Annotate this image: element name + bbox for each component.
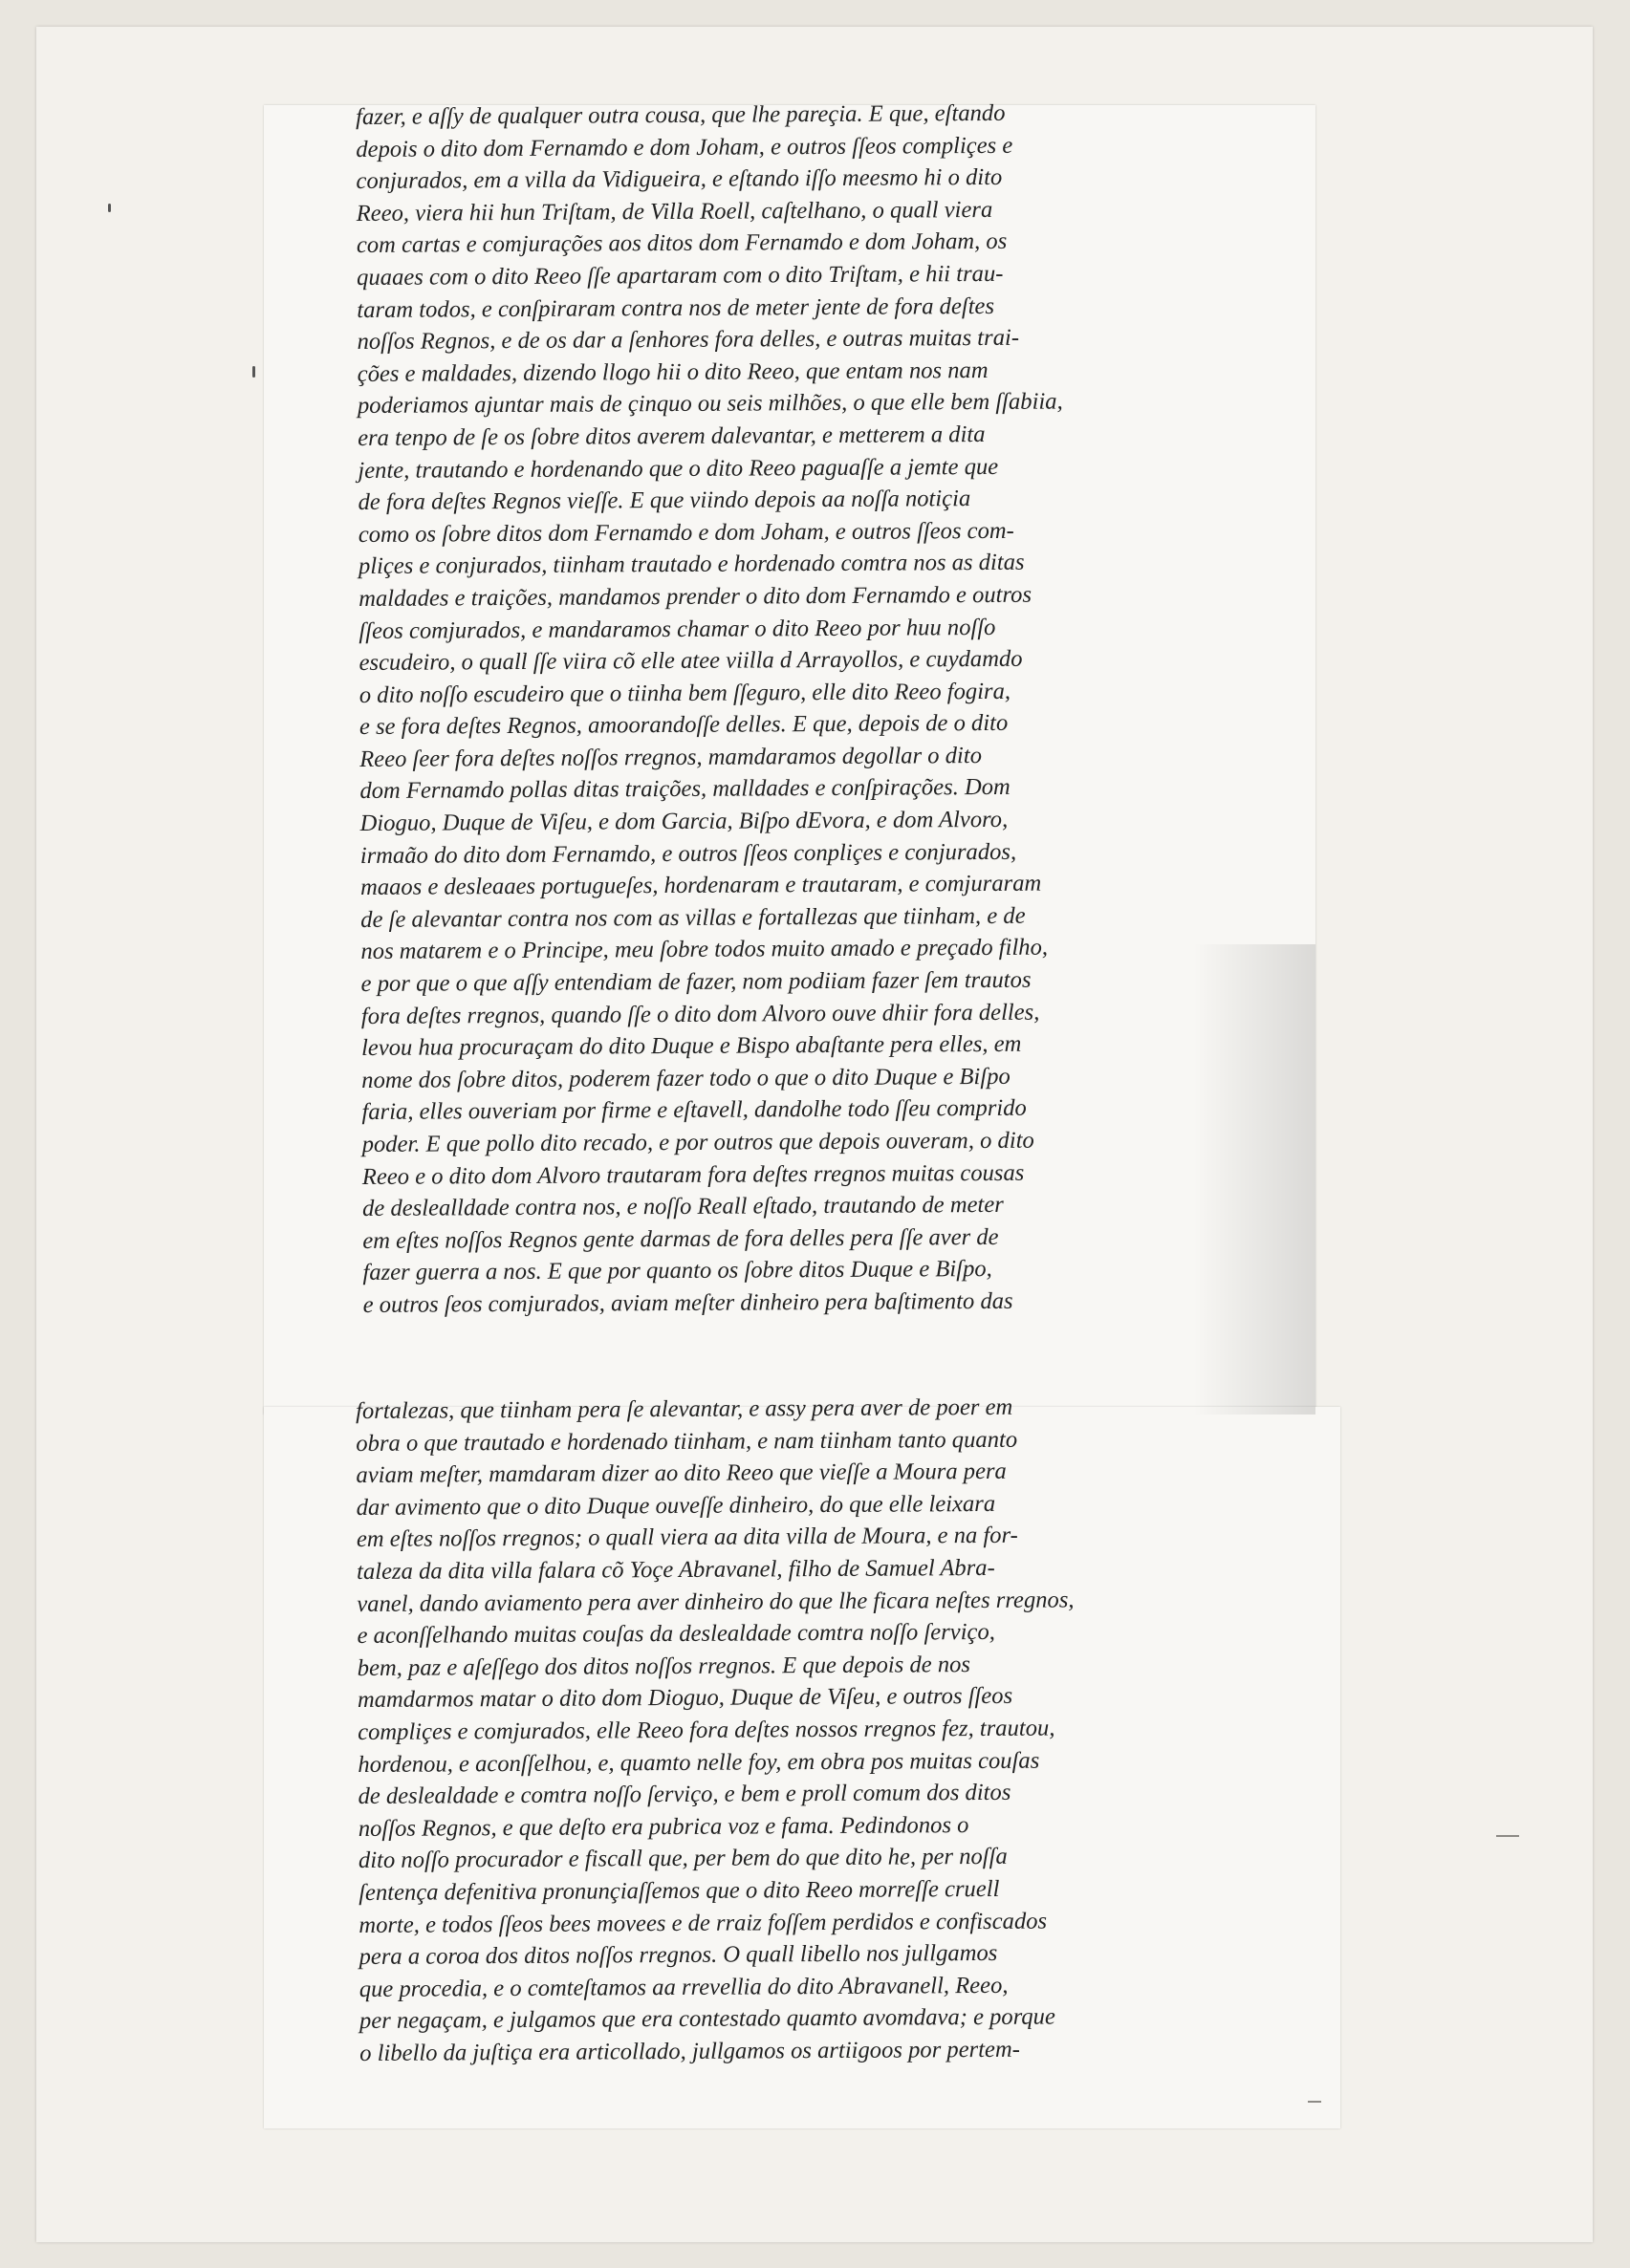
text-line: Reeo ſeer fora deſtes noſſos rregnos, mamdaramos degollar o dito: [359, 742, 983, 772]
document-text-block-bottom: [356, 1391, 1163, 2070]
text-line: taram todos, e conſpiraram contra nos de meter jente de fora deſtes: [357, 292, 995, 323]
text-line: fora deſtes rregnos, quando ſſe o dito dom Alvoro ouve dhiir fora delles,: [360, 999, 1040, 1029]
text-line: de fora deſtes Regnos vieſſe. E que viindo depois aa noſſa notiçia: [358, 486, 971, 516]
text-line: noſſos Regnos, e de os dar a ſenhores fora delles, e outras muitas trai-: [357, 324, 1020, 356]
text-line: vanel, dando aviamento pera aver dinheiro do que lhe ficara neſtes rregnos,: [357, 1586, 1075, 1617]
text-line: como os ſobre ditos dom Fernamdo e dom Joham, e outros ſſeos com-: [358, 517, 1014, 548]
paper-speck: [252, 366, 255, 378]
text-line: e outros ſeos comjurados, aviam meſter dinheiro pera baſtimento das: [362, 1287, 1013, 1318]
text-line: nome dos ſobre ditos, poderem fazer todo o que o dito Duque e Biſpo: [361, 1063, 1011, 1093]
text-line: obra o que trautado e hordenado tiinham, e nam tiinham tanto quanto: [356, 1426, 1018, 1457]
text-line: o dito noſſo escudeiro que o tiinha bem ſſeguro, elle dito Reeo fogira,: [359, 678, 1011, 708]
text-line: fortalezas, que tiinham pera ſe alevantar, e assy pera aver de poer em: [356, 1393, 1013, 1424]
text-line: em eſtes noſſos rregnos; o quall viera aa dita villa de Moura, e na for-: [356, 1523, 1018, 1553]
text-line: pera a coroa dos ditos noſſos rregnos. O quall libello nos jullgamos: [359, 1940, 998, 1971]
text-line: o libello da juſtiça era articollado, jullgamos os artiigoos por pertem-: [359, 2036, 1020, 2066]
text-line: faria, elles ouveriam por firme e eſtavell, dandolhe todo ſſeu comprido: [361, 1095, 1027, 1126]
text-line: Reeo, viera hii hun Triſtam, de Villa Roell, caſtelhano, o quall viera: [356, 196, 993, 227]
text-line: maaos e desleaaes portugueſes, hordenaram e trautaram, e comjuraram: [359, 870, 1042, 901]
text-line: levou hua procuraçam do dito Duque e Bispo abaſtante pera elles, em: [360, 1030, 1022, 1062]
text-line: irmaão do dito dom Fernamdo, e outros ſſeos conpliçes e conjurados,: [359, 838, 1017, 869]
text-line: que procedia, e o comteſtamos aa rrevellia do dito Abravanell, Reeo,: [359, 1972, 1009, 2002]
text-line: e se fora deſtes Regnos, amoorandoſſe delles. E que, depois de o dito: [359, 710, 1009, 741]
text-line: aviam meſter, mamdaram dizer ao dito Reeo que vieſſe a Moura pera: [356, 1458, 1007, 1489]
text-line: fazer guerra a nos. E que por quanto os ſobre ditos Duque e Biſpo,: [362, 1256, 992, 1286]
text-line: compliçes e comjurados, elle Reeo fora deſtes nossos rregnos fez, trautou,: [358, 1715, 1055, 1745]
text-line: ções e maldades, dizendo llogo hii o dito Reeo, que entam nos nam: [357, 356, 989, 387]
text-line: mamdarmos matar o dito dom Dioguo, Duque de Viſeu, e outros ſſeos: [357, 1683, 1013, 1714]
text-line: fazer, e aſſy de qualquer outra cousa, que lhe pareçia. E que, eſtando: [356, 99, 1006, 130]
text-line: ſentença defenitiva pronunçiaſſemos que o dito Reeo morreſſe cruell: [359, 1875, 1000, 1906]
text-line: poderiamos ajuntar mais de çinquo ou seis milhões, o que elle bem ſſabiia,: [357, 388, 1063, 420]
text-line: pliçes e conjurados, tiinham trautado e hordenado comtra nos as ditas: [358, 550, 1025, 580]
paper-speck: [108, 204, 111, 212]
text-line: hordenou, e aconſſelhou, e, quamto nelle foy, em obra pos muitas couſas: [358, 1747, 1040, 1778]
text-line: taleza da dita villa falara cõ Yoçe Abravanel, filho de Samuel Abra-: [357, 1554, 995, 1585]
document-text-block-top: [356, 97, 1166, 1322]
text-line: de deslealldade contra nos, e noſſo Reall eſtado, trautando de meter: [361, 1192, 1004, 1222]
text-line: Dioguo, Duque de Viſeu, e dom Garcia, Biſpo dEvora, e dom Alvoro,: [359, 806, 1009, 837]
text-line: e por que o que aſſy entendiam de fazer, nom podiiam fazer ſem trautos: [360, 966, 1032, 998]
text-line: per negaçam, e julgamos que era contestado quamto avomdava; e porque: [359, 2003, 1055, 2035]
paper-mark: [1308, 2101, 1321, 2103]
text-line: quaaes com o dito Reeo ſſe apartaram com o dito Triſtam, e hii trau-: [357, 260, 1004, 291]
text-line: dom Fernamdo pollas ditas traições, malldades e conſpirações. Dom: [359, 774, 1011, 805]
text-line: nos matarem e o Principe, meu ſobre todos muito amado e preçado filho,: [360, 935, 1049, 965]
text-line: depois o dito dom Fernamdo e dom Joham, e outros ſſeos compliçes e: [356, 132, 1013, 162]
text-line: de ſe alevantar contra nos com as villas e fortallezas que tiinham, e de: [360, 902, 1026, 933]
text-line: Reeo e o dito dom Alvoro trautaram fora deſtes rregnos muitas cousas: [361, 1159, 1025, 1190]
text-line: maldades e traições, mandamos prender o dito dom Fernamdo e outros: [359, 581, 1032, 612]
text-line: conjurados, em a villa da Vidigueira, e eſtando iſſo meesmo hi o dito: [356, 164, 1003, 195]
text-line: morte, e todos ſſeos bees movees e de rraiz foſſem perdidos e confiscados: [359, 1908, 1048, 1938]
text-line: era tenpo de ſe os ſobre ditos averem dalevantar, e metterem a dita: [358, 421, 986, 451]
text-line: com cartas e comjurações aos ditos dom Fernamdo e dom Joham, os: [356, 228, 1008, 259]
text-line: em eſtes noſſos Regnos gente darmas de fora delles pera ſſe aver de: [362, 1223, 999, 1254]
text-line: poder. E que pollo dito recado, e por outros que depois ouveram, o dito: [361, 1127, 1034, 1157]
paper-mark: [1496, 1835, 1519, 1837]
text-line: dito noſſo procurador e fiscall que, per bem do que dito he, per noſſa: [358, 1844, 1008, 1874]
text-line: de deslealdade e comtra noſſo ſerviço, e bem e proll comum dos ditos: [358, 1779, 1011, 1810]
scan-shadow: [1193, 944, 1315, 1415]
text-line: escudeiro, o quall ſſe viira cõ elle atee viilla d Arrayollos, e cuydamdo: [359, 645, 1023, 677]
text-line: noſſos Regnos, e que deſto era pubrica voz e fama. Pedindonos o: [358, 1811, 969, 1842]
text-line: dar avimento que o dito Duque ouveſſe dinheiro, do que elle leixara: [356, 1490, 996, 1521]
text-line: e aconſſelhando muitas couſas da deslealdade comtra noſſo ſerviço,: [357, 1619, 995, 1650]
text-line: bem, paz e aſeſſego dos ditos noſſos rregnos. E que depois de nos: [357, 1651, 971, 1681]
text-line: ſſeos comjurados, e mandaramos chamar o dito Reeo por huu noſſo: [359, 614, 996, 644]
text-line: jente, trautando e hordenando que o dito Reeo paguaſſe a jemte que: [358, 453, 999, 484]
